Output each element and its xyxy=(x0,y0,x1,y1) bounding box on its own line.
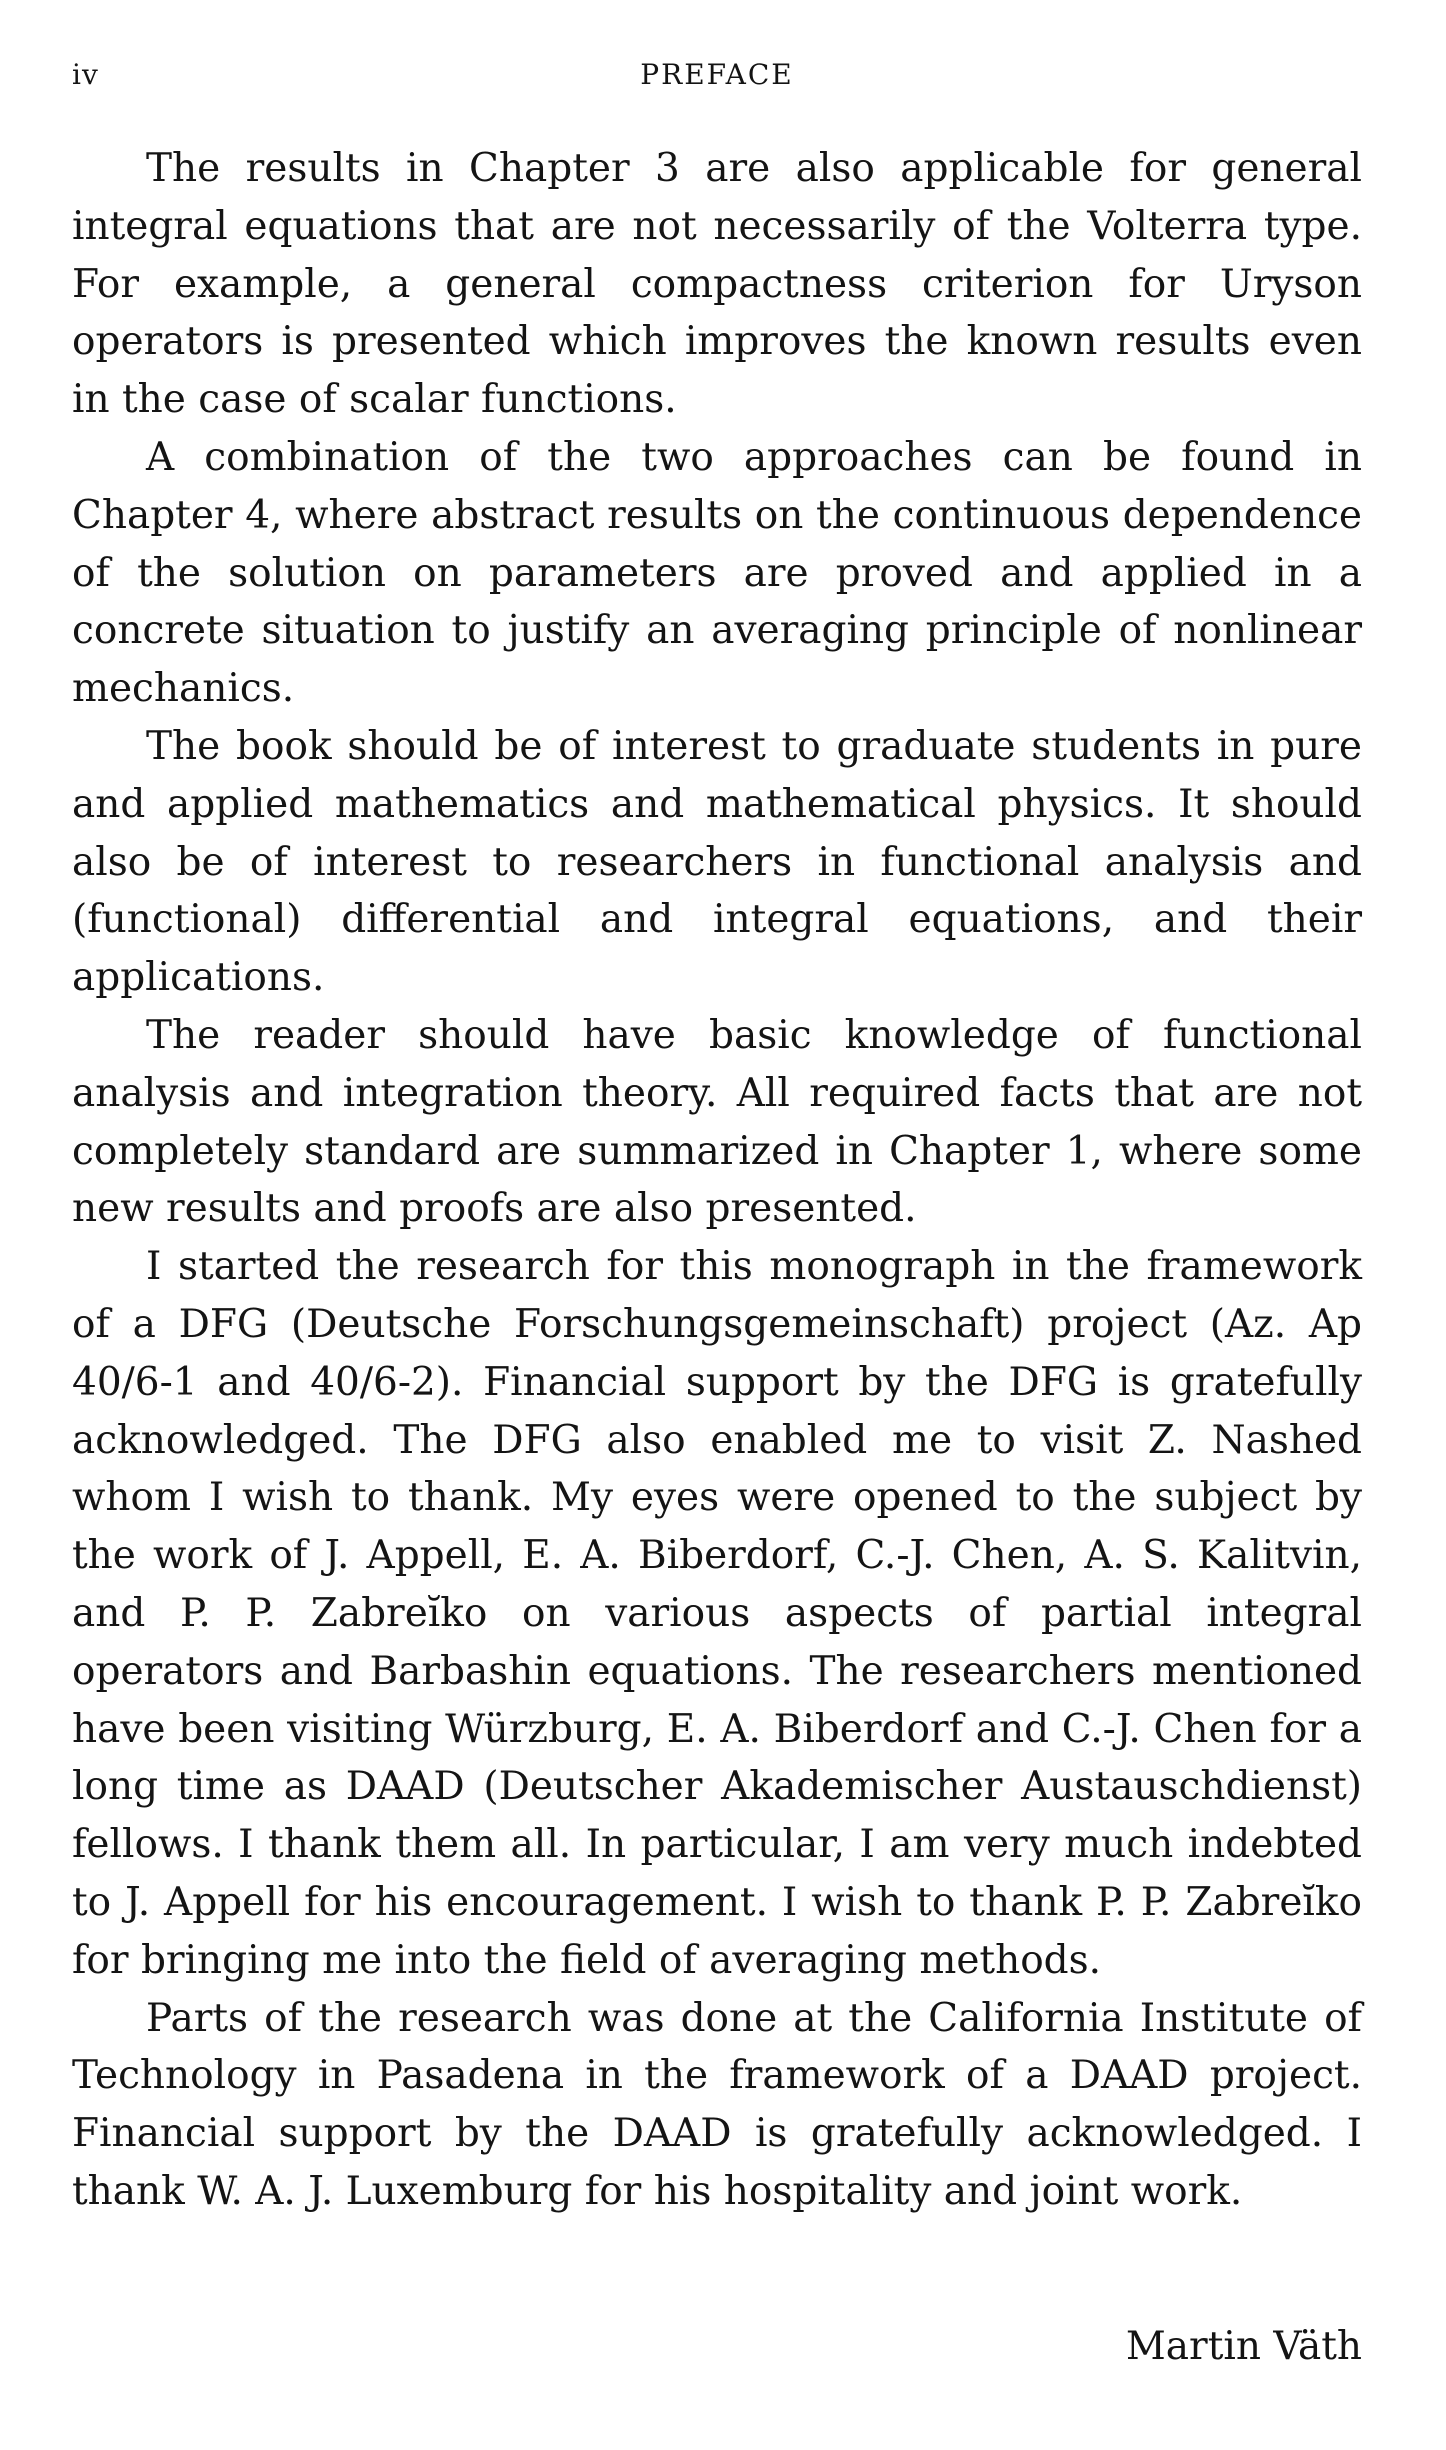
running-title: PREFACE xyxy=(640,58,794,91)
paragraph-acknowledgments-daad: Parts of the research was done at the California Institute of Technology in Pasadena in the framework of a DAAD project. Financial support by the DAAD is gratefully acknowledged. I thank W. A. J. Luxemburg for his hospitality and joint work. xyxy=(72,1995,1362,2214)
author-signature: Martin Väth xyxy=(1125,2324,1362,2369)
paragraph-prerequisites: The reader should have basic knowledge of functional analysis and integration theory. All required facts that are not completely standard are summarized in Chapter 1, where some new results and proofs are also presented. xyxy=(72,1012,1362,1232)
page-number: iv xyxy=(72,58,99,91)
paragraph-chapter-4: A combination of the two approaches can be found in Chapter 4, where abstract results on the continuous dependence of the solution on parameters are proved and applied in a concrete situation to justify an averaging principle of nonlinear mechanics. xyxy=(72,434,1362,712)
paragraph-audience: The book should be of interest to graduate students in pure and applied mathematics and mathematical physics. It should also be of interest to researchers in functional analysis and (functional) differential and integral equations, and their applications. xyxy=(72,723,1362,1001)
paragraph-acknowledgments-dfg: I started the research for this monograph in the framework of a DFG (Deutsche Forschungsgemeinschaft) project (Az. Ap 40/6-1 and 40/6-2). Financial support by the DFG is gratefully acknowledged. The DFG also enabled me to visit Z. Nashed whom I wish to thank. My eyes were opened to the subject by the work of J. Appell, E. A. Biberdorf, C.-J. Chen, A. S. Kalitvin, and P. P. Zabreĭko on various aspects of partial integral operators and Barbashin equations. The researchers mentioned have been visiting Würzburg, E. A. Biberdorf and C.-J. Chen for a long time as DAAD (Deutscher Akademischer Austauschdienst) fellows. I thank them all. In particular, I am very much indebted to J. Appell for his encouragement. I wish to thank P. P. Zabreĭko for bringing me into the field of averaging methods. xyxy=(72,1244,1362,1983)
running-head xyxy=(72,58,1362,108)
preface-body xyxy=(72,140,1362,2221)
paragraph-chapter-3: The results in Chapter 3 are also applicable for general integral equations that are not necessarily of the Volterra type. For example, a general compactness criterion for Uryson operators is presented which improves the known results even in the case of scalar functions. xyxy=(72,146,1362,423)
